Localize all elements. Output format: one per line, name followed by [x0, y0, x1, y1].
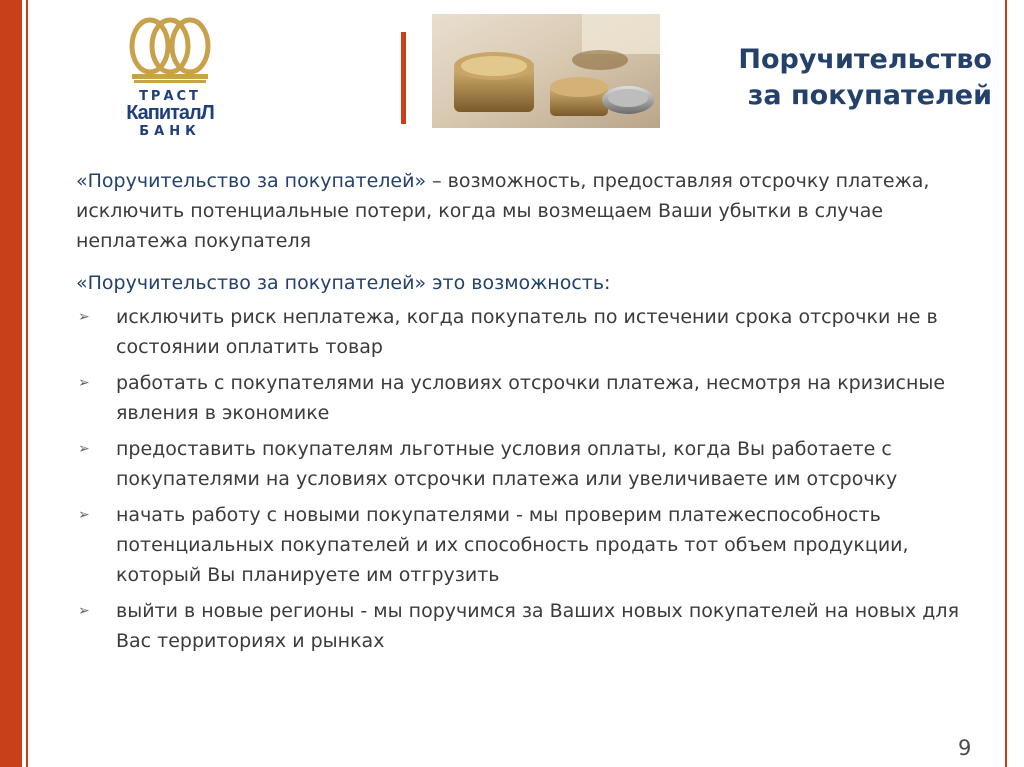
- benefits-list: [76, 302, 966, 656]
- right-accent-line: [1005, 0, 1007, 767]
- arrow-bullet-icon: ➢: [78, 507, 90, 523]
- bank-logo: [120, 14, 220, 144]
- arrow-bullet-icon: ➢: [78, 441, 90, 457]
- arrow-bullet-icon: ➢: [78, 603, 90, 619]
- coins-photo: [432, 14, 660, 128]
- list-item-text: исключить риск неплатежа, когда покупатель по истечении срока отсрочки не в состоянии оплатить товар: [116, 306, 938, 358]
- left-accent-line: [26, 0, 28, 767]
- title-line-1: Поручительство: [738, 44, 992, 75]
- list-item-text: начать работу с новыми покупателями - мы проверим платежеспособность потенциальных покупателей и их способность продать тот объем продукции, который Вы планируете им отгрузить: [116, 504, 909, 586]
- list-item: [76, 302, 966, 362]
- lead-paragraph: [76, 268, 966, 298]
- coins-logo-icon: [120, 14, 220, 90]
- list-item-text: выйти в новые регионы - мы поручимся за Ваших новых покупателей на новых для Вас территориях и рынках: [116, 600, 959, 652]
- logo-line-1: ТРАСТ: [139, 89, 201, 104]
- intro-quote: «Поручительство за покупателей»: [76, 170, 427, 192]
- intro-text: – возможность, предоставляя отсрочку платежа, исключить потенциальные потери, когда мы возмещаем Ваши убытки в случае неплатежа покупателя: [76, 170, 930, 252]
- header-divider: [401, 32, 406, 124]
- list-item: [76, 368, 966, 428]
- logo-line-3: БАНК: [139, 124, 201, 139]
- lead-colon: :: [604, 272, 611, 294]
- title-line-2: за покупателей: [747, 80, 992, 111]
- arrow-bullet-icon: ➢: [78, 309, 90, 325]
- list-item-text: предоставить покупателям льготные условия оплаты, когда Вы работаете с покупателями на условиях отсрочки платежа или увеличиваете им отсрочку: [116, 438, 898, 490]
- intro-paragraph: [76, 166, 966, 256]
- list-item: [76, 596, 966, 656]
- slide-title: [672, 42, 992, 114]
- lead-text: «Поручительство за покупателей» это возможность: [76, 272, 605, 294]
- list-item: [76, 500, 966, 590]
- page-number: 9: [958, 736, 972, 760]
- left-accent-bar: [0, 0, 22, 767]
- slide-body: [76, 166, 966, 662]
- list-item: [76, 434, 966, 494]
- list-item-text: работать с покупателями на условиях отсрочки платежа, несмотря на кризисные явления в экономике: [116, 372, 946, 424]
- arrow-bullet-icon: ➢: [78, 375, 90, 391]
- logo-line-2: КапиталЛ: [126, 102, 214, 124]
